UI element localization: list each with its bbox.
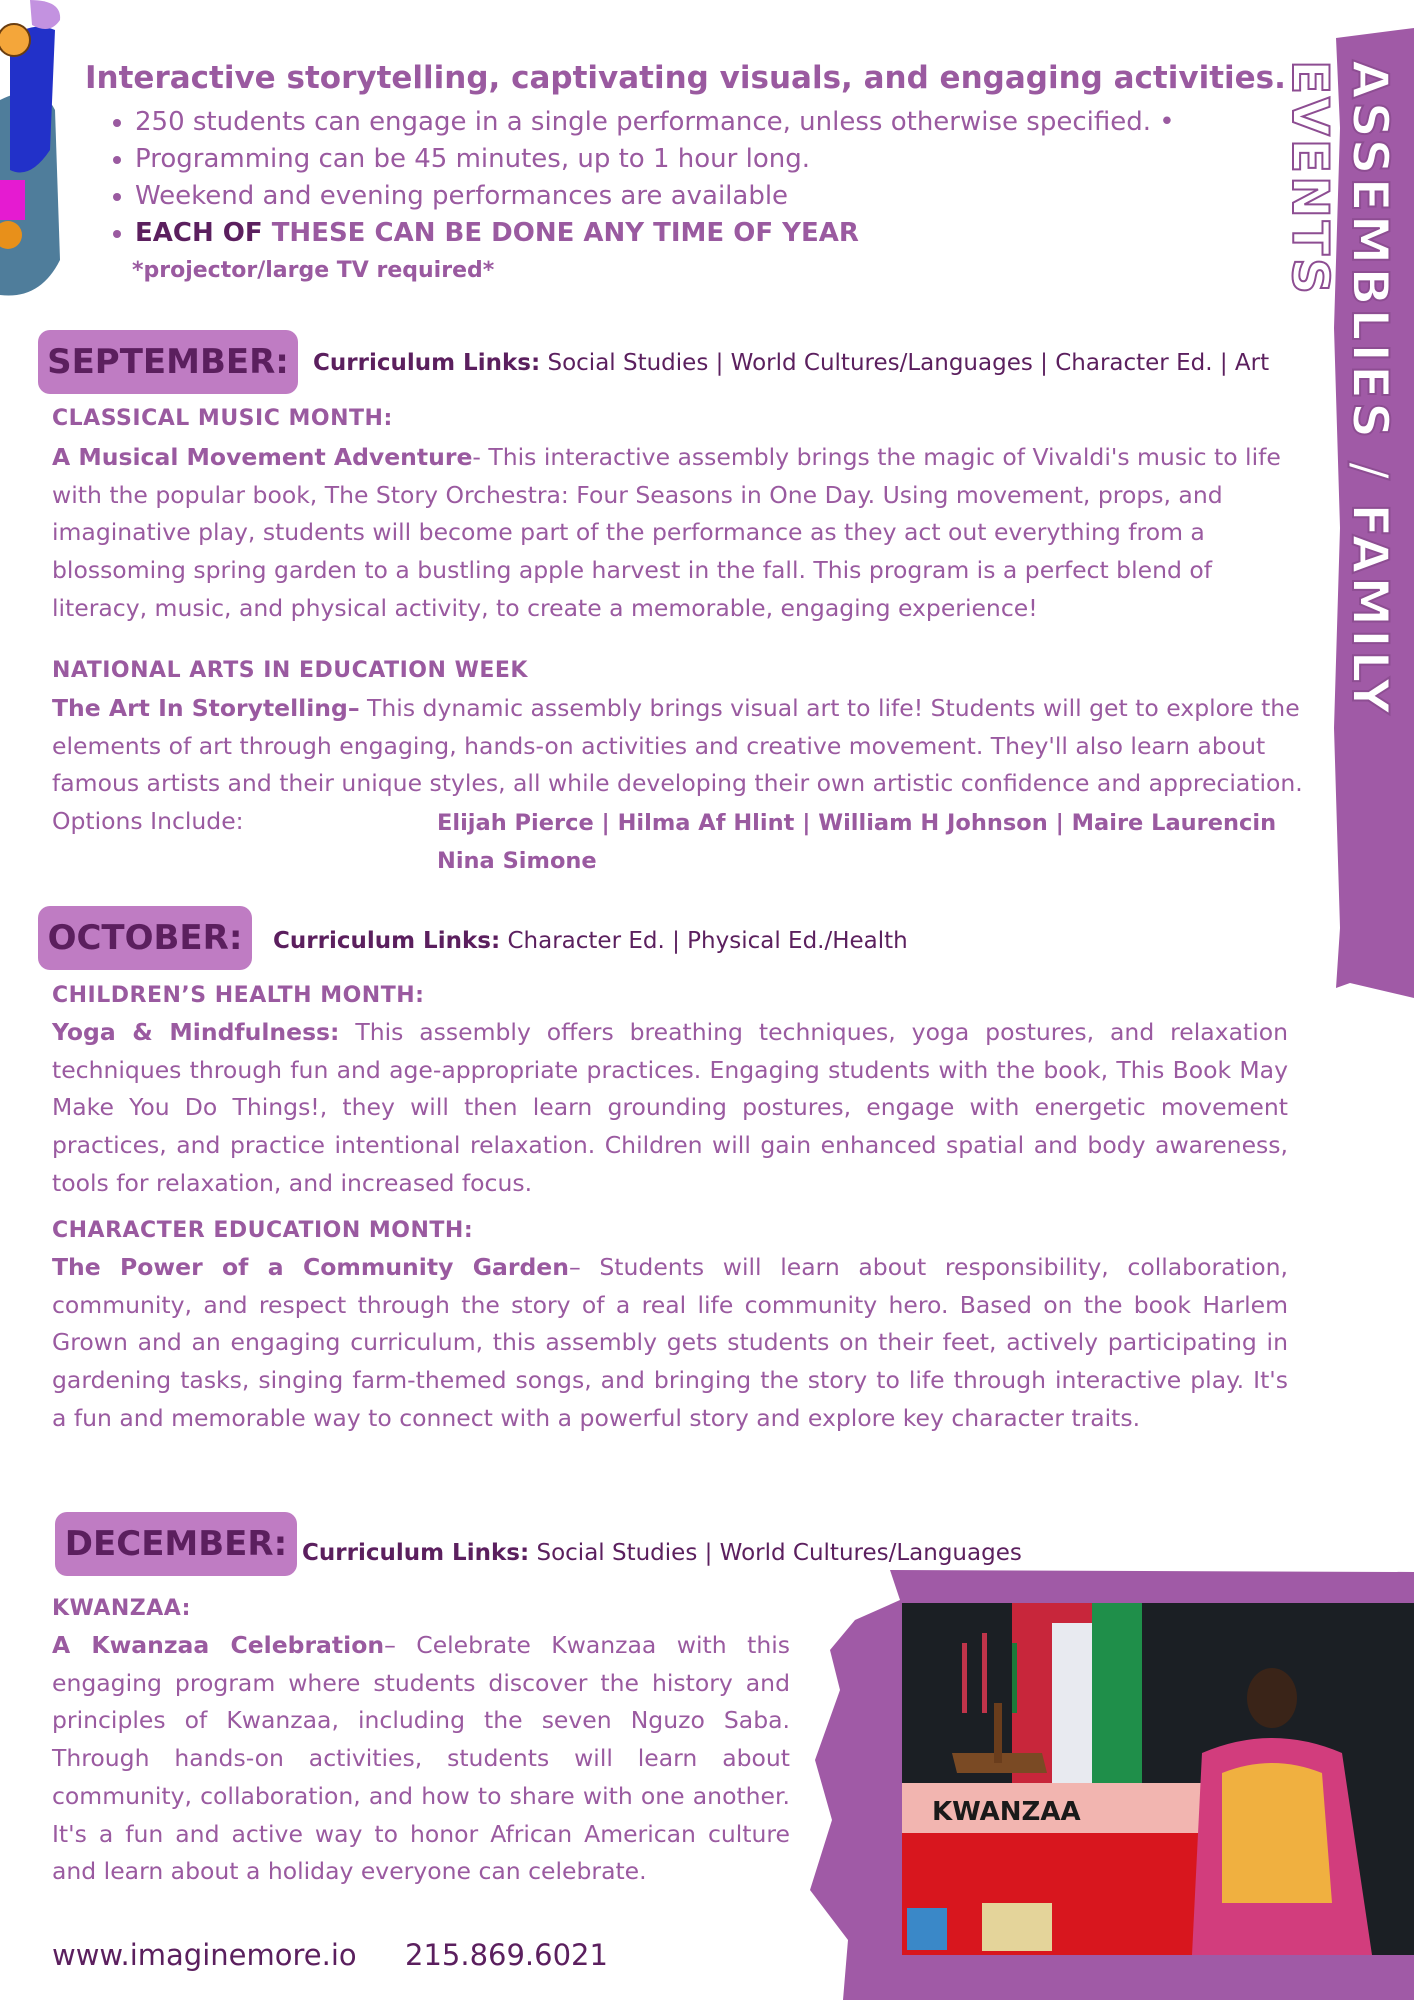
emphasis-dark: EACH OF	[135, 218, 263, 248]
side-banner-title: ASSEMBLIES / FAMILY EVENTS	[1281, 60, 1399, 717]
curriculum-links-december	[302, 1540, 1022, 1566]
section-paragraph	[52, 439, 1314, 628]
section-paragraph	[52, 1014, 1288, 1203]
section-paragraph	[52, 1249, 1288, 1438]
curriculum-links-october	[273, 928, 908, 954]
footer-website[interactable]: www.imaginemore.io	[52, 1938, 357, 1972]
intro-bullets	[105, 104, 1355, 252]
month-badge-december: DECEMBER:	[55, 1512, 297, 1576]
curriculum-values: Character Ed. | Physical Ed./Health	[500, 928, 908, 954]
section-paragraph	[52, 1627, 790, 1891]
curriculum-label: Curriculum Links:	[273, 928, 501, 954]
bullet-item: • Weekend and evening performances are available	[135, 178, 1355, 215]
kwanzaa-performance-photo	[902, 1603, 1414, 1955]
program-description: This dynamic assembly brings visual art to life! Students will get to explore the elements of art through engaging, hands-on activities and creative movement. They'll also learn about famous artists and their unique styles, all while developing their own artistic confidence and appreciation. Options Include:	[52, 694, 1303, 836]
artist-options	[437, 804, 1317, 880]
decorative-art	[0, 0, 70, 300]
section-heading: KWANZAA:	[52, 1596, 191, 1621]
photo-banner-text: KWANZAA	[932, 1797, 1081, 1827]
curriculum-values: Social Studies | World Cultures/Languages	[529, 1540, 1022, 1566]
bullet-item-emphasis	[135, 215, 1355, 252]
program-title: The Power of a Community Garden	[52, 1253, 569, 1281]
emphasis-rest: THESE CAN BE DONE ANY TIME OF YEAR	[262, 218, 859, 248]
bullet-item: • 250 students can engage in a single performance, unless otherwise specified. •	[135, 104, 1355, 141]
month-badge-october: OCTOBER:	[38, 906, 252, 970]
section-heading: CHILDREN’S HEALTH MONTH:	[52, 983, 425, 1008]
artist-options-line: Nina Simone	[437, 848, 597, 874]
program-title: The Art In Storytelling–	[52, 694, 360, 722]
intro-title: Interactive storytelling, captivating visuals, and engaging activities.	[85, 60, 1286, 96]
curriculum-values: Social Studies | World Cultures/Languages | Character Ed. | Art	[540, 350, 1270, 376]
artist-options-line: Elijah Pierce | Hilma Af Hlint | William H Johnson | Maire Laurencin	[437, 810, 1277, 836]
section-heading: NATIONAL ARTS IN EDUCATION WEEK	[52, 658, 528, 683]
program-title: A Kwanzaa Celebration	[52, 1631, 385, 1659]
program-description: – Students will learn about responsibility, collaboration, community, and respect through the story of a real life community hero. Based on the book Harlem Grown and an engaging curriculum, this assembly gets students on their feet, actively participating in gardening tasks, singing farm-themed songs, and bringing the story to life through interactive play. It's a fun and memorable way to connect with a powerful story and explore key character traits.	[52, 1253, 1288, 1432]
curriculum-links-september	[313, 350, 1269, 376]
curriculum-label: Curriculum Links:	[302, 1540, 530, 1566]
program-title: Yoga & Mindfulness:	[52, 1018, 340, 1046]
program-description: – Celebrate Kwanzaa with this engaging program where students discover the history and principles of Kwanzaa, including the seven Nguzo Saba. Through hands-on activities, students will learn about community, collaboration, and how to share with one another. It's a fun and active way to honor African American culture and learn about a holiday everyone can celebrate.	[52, 1631, 790, 1886]
bullet-item: • Programming can be 45 minutes, up to 1 hour long.	[135, 141, 1355, 178]
program-description: - This interactive assembly brings the magic of Vivaldi's music to life with the popular book, The Story Orchestra: Four Seasons in One Day. Using movement, props, and imaginative play, students will become part of the performance as they act out everything from a blossoming spring garden to a bustling apple harvest in the fall. This program is a perfect blend of literacy, music, and physical activity, to create a memorable, engaging experience!	[52, 443, 1281, 622]
projector-note: *projector/large TV required*	[132, 258, 495, 283]
program-description: This assembly offers breathing techniques, yoga postures, and relaxation techniques through fun and age-appropriate practices. Engaging students with the book, This Book May Make You Do Things!, they will then learn grounding postures, engage with energetic movement practices, and practice intentional relaxation. Children will gain enhanced spatial and body awareness, tools for relaxation, and increased focus.	[52, 1018, 1288, 1197]
program-title: A Musical Movement Adventure	[52, 443, 473, 471]
month-badge-september: SEPTEMBER:	[38, 330, 298, 394]
footer-phone: 215.869.6021	[405, 1938, 608, 1972]
section-heading: CHARACTER EDUCATION MONTH:	[52, 1218, 474, 1243]
section-heading: CLASSICAL MUSIC MONTH:	[52, 406, 393, 431]
curriculum-label: Curriculum Links:	[313, 350, 541, 376]
